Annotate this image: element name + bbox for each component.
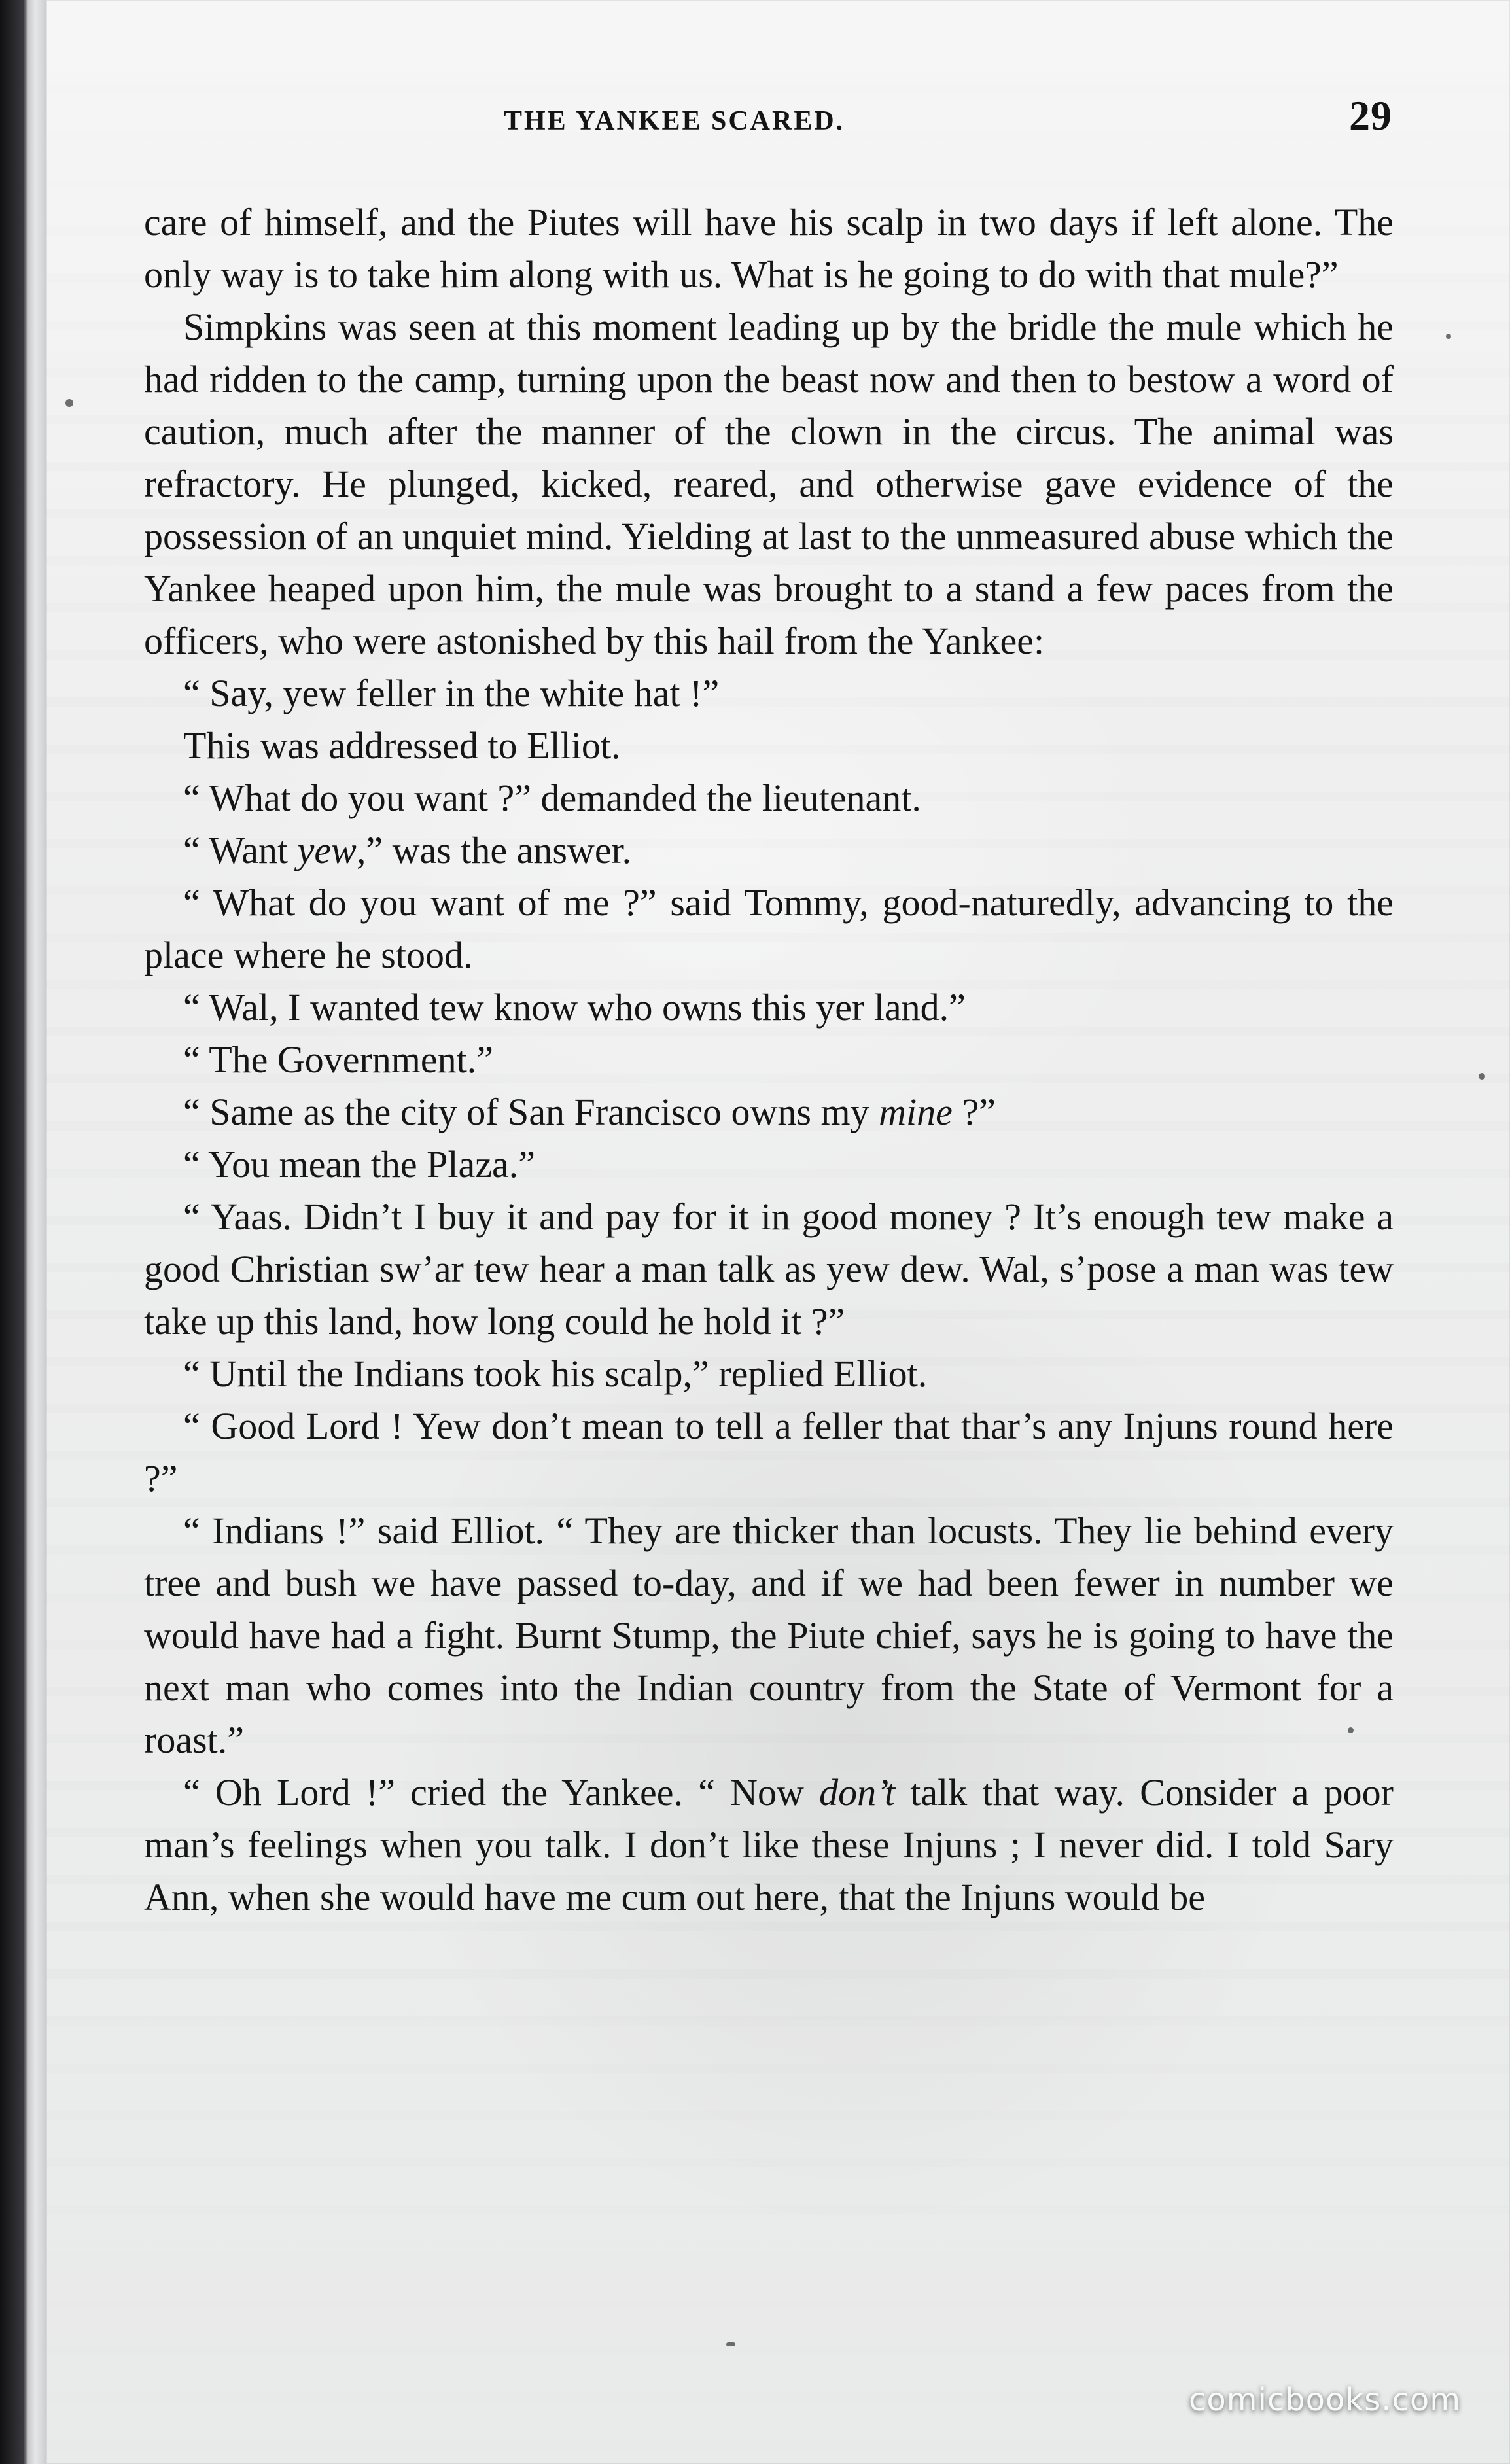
paragraph-1 — [144, 196, 1394, 301]
paragraph-12 — [144, 1191, 1394, 1348]
running-head: THE YANKEE SCARED. — [504, 106, 845, 136]
paragraph-4-text-1: This was addressed to Elliot. — [183, 724, 621, 767]
paragraph-16-text-1: “ Oh Lord !” cried the Yankee. “ Now — [183, 1771, 820, 1814]
paragraph-10 — [144, 1086, 1394, 1138]
book-page — [46, 0, 1510, 2464]
paragraph-8 — [144, 981, 1394, 1034]
paragraph-16 — [144, 1767, 1394, 1924]
paragraph-6 — [144, 824, 1394, 877]
paper-speck-2 — [1446, 334, 1451, 339]
paragraph-5-text-1: “ What do you want ?” demanded the lieutenant. — [183, 777, 921, 819]
paragraph-7-text-1: “ What do you want of me ?” said Tommy, good-naturedly, advancing to the place where he stood. — [144, 881, 1394, 976]
paragraph-6-text-2: yew — [297, 829, 357, 871]
paragraph-10-text-3: ?” — [952, 1091, 996, 1133]
paragraph-3-text-1: “ Say, yew feller in the white hat !” — [183, 672, 720, 714]
paragraph-13 — [144, 1348, 1394, 1400]
paragraph-2 — [144, 301, 1394, 667]
paragraph-15 — [144, 1505, 1394, 1767]
paragraph-6-text-3: ,” was the answer. — [356, 829, 632, 871]
page-number: 29 — [1349, 92, 1392, 139]
paragraph-2-text-1: Simpkins was seen at this moment leading up by the bridle the mule which he had ridden to the camp, turning upon the beast now and then to bestow a word of caution, much after the manner of the clown in the circus. The animal was refractory. He plunged, kicked, reared, and otherwise gave evidence of the possession of an unquiet mind. Yielding at last to the unmeasured abuse which the Yankee heaped upon him, the mule was brought to a stand a few paces from the officers, who were astonished by this hail from the Yankee: — [144, 306, 1394, 662]
paragraph-9-text-1: “ The Government.” — [183, 1038, 494, 1081]
paragraph-14-text-1: “ Good Lord ! Yew don’t mean to tell a feller that thar’s any Injuns round here ?” — [144, 1405, 1394, 1500]
paragraph-12-text-1: “ Yaas. Didn’t I buy it and pay for it in good money ? It’s enough tew make a good Christian sw’ar tew hear a man talk as yew dew. Wal, s’pose a man was tew take up this land, how long could he hold it ?” — [144, 1195, 1394, 1343]
paragraph-3 — [144, 667, 1394, 720]
paragraph-13-text-1: “ Until the Indians took his scalp,” replied Elliot. — [183, 1352, 928, 1395]
page-header — [164, 92, 1392, 137]
paper-speck-5 — [726, 2342, 735, 2346]
paragraph-6-text-1: “ Want — [183, 829, 298, 871]
paragraph-14 — [144, 1400, 1394, 1505]
paper-speck-3 — [1479, 1073, 1485, 1080]
paragraph-11 — [144, 1138, 1394, 1191]
paragraph-16-text-2: don’t — [819, 1771, 896, 1814]
paragraph-15-text-1: “ Indians !” said Elliot. “ They are thicker than locusts. They lie behind every tree and bush we have passed to-day, and if we had been fewer in number we would have had a fight. Burnt Stump, the Piute chief, says he is going to have the next man who comes into the Indian country from the State of Vermont for a roast.” — [144, 1509, 1394, 1761]
paragraph-16-text-3: talk that way. Consider a poor man’s feelings when you talk. I don’t like these Injuns ; I never did. I told Sary Ann, when she would have me cum out here, that the Injuns would be — [144, 1771, 1394, 1918]
paragraph-5 — [144, 772, 1394, 824]
paper-speck-4 — [1348, 1727, 1354, 1733]
watermark: comicbooks.com — [1188, 2382, 1461, 2418]
paragraph-7 — [144, 877, 1394, 981]
paragraph-8-text-1: “ Wal, I wanted tew know who owns this yer land.” — [183, 986, 966, 1029]
paragraphs-container — [144, 196, 1394, 1924]
paragraph-1-text-1: care of himself, and the Piutes will have his scalp in two days if left alone. The only way is to take him along with us. What is he going to do with that mule?” — [144, 201, 1394, 296]
paragraph-10-text-2: mine — [879, 1091, 953, 1133]
page-text-block — [144, 196, 1394, 2316]
paragraph-4 — [144, 720, 1394, 772]
paragraph-10-text-1: “ Same as the city of San Francisco owns my — [183, 1091, 879, 1133]
paragraph-9 — [144, 1034, 1394, 1086]
paper-speck-1 — [65, 399, 73, 407]
paragraph-11-text-1: “ You mean the Plaza.” — [183, 1143, 535, 1186]
